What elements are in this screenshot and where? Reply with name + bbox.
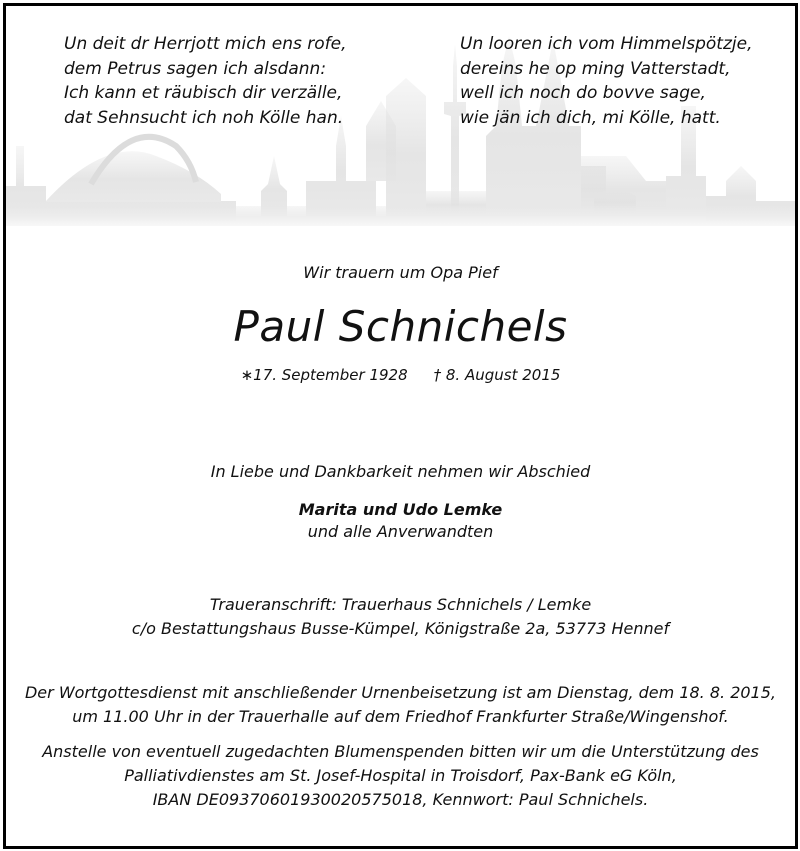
death-date: † 8. August 2015	[433, 366, 561, 384]
relatives-line: und alle Anverwandten	[307, 522, 494, 541]
donation-line: Anstelle von eventuell zugedachten Blumenspenden bitten wir um die Unterstützung des	[42, 742, 759, 761]
poem-line: Ich kann et räubisch dir verzälle,	[64, 83, 343, 103]
obituary-card	[3, 3, 798, 849]
address-line: c/o Bestattungshaus Busse-Kümpel, Königstraße 2a, 53773 Hennef	[131, 619, 670, 638]
poem-left	[64, 32, 346, 130]
poem-line: Un deit dr Herrjott mich ens rofe,	[64, 34, 347, 54]
poem-line: well ich noch do bovve sage,	[460, 83, 706, 103]
intro-line: Wir trauern um Opa Pief	[303, 263, 498, 282]
poem-line: wie jän ich dich, mi Kölle, hatt.	[460, 107, 721, 128]
poem-line: Un looren ich vom Himmelspötzje,	[460, 34, 753, 54]
service-line: um 11.00 Uhr in der Trauerhalle auf dem Friedhof Frankfurter Straße/Wingenshof.	[72, 707, 729, 726]
poem-right	[460, 32, 752, 130]
poem-line: dat Sehnsucht ich noh Kölle han.	[64, 107, 344, 128]
farewell-line: In Liebe und Dankbarkeit nehmen wir Abschied	[210, 462, 591, 481]
family-names: Marita und Udo Lemke	[298, 500, 503, 519]
donation-line: IBAN DE09370601930020575018, Kennwort: Paul Schnichels.	[152, 790, 649, 809]
poem-line: dem Petrus sagen ich alsdann:	[64, 58, 327, 79]
donation-line: Palliativdienstes am St. Josef-Hospital in Troisdorf, Pax-Bank eG Köln,	[124, 766, 677, 785]
service-line: Der Wortgottesdienst mit anschließender Urnenbeisetzung ist am Dienstag, dem 18. 8. 2015,	[24, 683, 776, 702]
birth-date: ∗17. September 1928	[240, 366, 408, 384]
life-dates	[6, 366, 795, 384]
address-line: Traueranschrift: Trauerhaus Schnichels / Lemke	[209, 595, 592, 614]
poem-line: dereins he op ming Vatterstadt,	[460, 58, 731, 79]
deceased-name: Paul Schnichels	[233, 302, 568, 351]
